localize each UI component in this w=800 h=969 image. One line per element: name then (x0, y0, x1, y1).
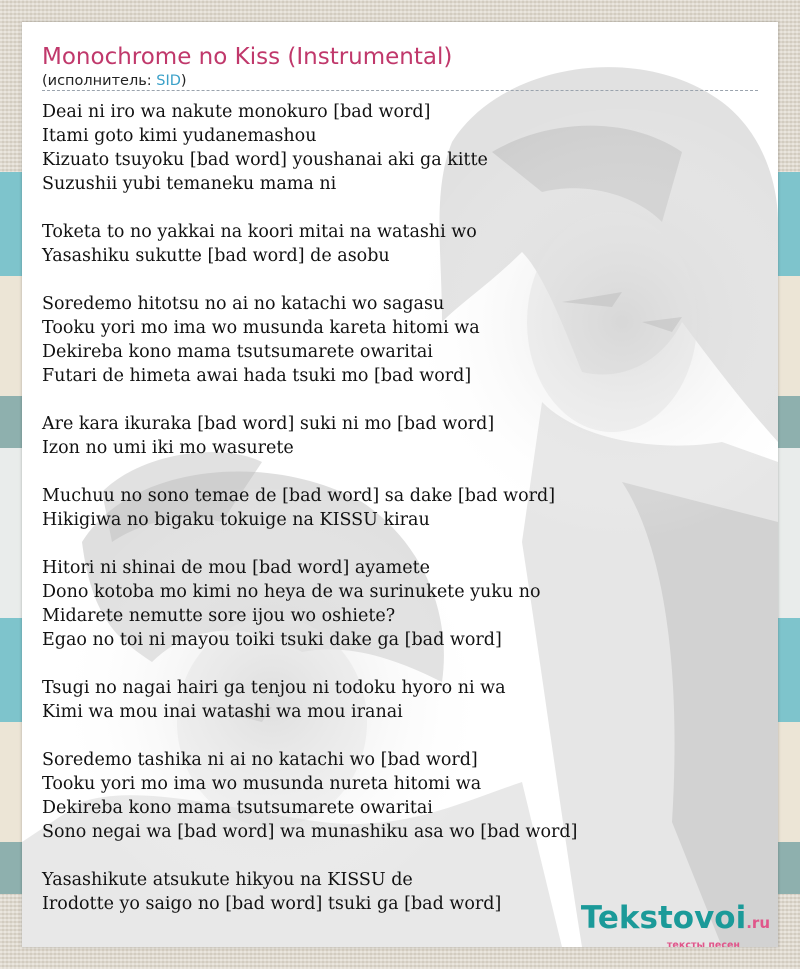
lyric-line: Egao no toi ni mayou toiki tsuki dake ga [bad word] (42, 630, 502, 650)
lyric-line: Hitori ni shinai de mou [bad word] ayamete (42, 558, 430, 578)
song-title: Monochrome no Kiss (Instrumental) (42, 44, 453, 70)
byline-prefix: (исполнитель: (42, 73, 157, 89)
lyrics-stanza (42, 748, 758, 844)
lyrics-stanza (42, 484, 758, 532)
site-logo[interactable] (560, 901, 770, 947)
artist-link[interactable]: SID (156, 73, 181, 89)
logo-tld: .ru (746, 914, 770, 932)
lyric-line: Futari de himeta awai hada tsuki mo [bad word] (42, 366, 472, 386)
lyric-line: Kimi wa mou inai watashi wa mou iranai (42, 702, 403, 722)
lyric-line: Toketa to no yakkai na koori mitai na watashi wo (42, 222, 477, 242)
lyrics-card (22, 22, 778, 947)
lyrics-stanza (42, 412, 758, 460)
lyric-line: Are kara ikuraka [bad word] suki ni mo [bad word] (42, 414, 495, 434)
lyric-line: Dono kotoba mo kimi no heya de wa surinukete yuku no (42, 582, 541, 602)
lyric-line: Tooku yori mo ima wo musunda kareta hitomi wa (42, 318, 480, 338)
lyrics-stanza (42, 292, 758, 388)
lyric-line: Dekireba kono mama tsutsumarete owaritai (42, 798, 433, 818)
lyric-line: Deai ni iro wa nakute monokuro [bad word] (42, 102, 431, 122)
lyrics-stanza (42, 100, 758, 196)
artist-byline (42, 72, 758, 90)
lyric-line: Muchuu no sono temae de [bad word] sa dake [bad word] (42, 486, 556, 506)
lyric-line: Itami goto kimi yudanemashou (42, 126, 317, 146)
lyric-line: Sono negai wa [bad word] wa munashiku asa wo [bad word] (42, 822, 578, 842)
lyrics-stanza (42, 556, 758, 652)
lyric-line: Irodotte yo saigo no [bad word] tsuki ga [bad word] (42, 894, 502, 914)
lyric-line: Soredemo tashika ni ai no katachi wo [bad word] (42, 750, 478, 770)
byline-suffix: ) (180, 73, 187, 89)
lyrics-stanza (42, 220, 758, 268)
lyric-line: Kizuato tsuyoku [bad word] youshanai aki ga kitte (42, 150, 488, 170)
lyric-line: Dekireba kono mama tsutsumarete owaritai (42, 342, 433, 362)
lyrics-stanza (42, 676, 758, 724)
header-divider (42, 90, 758, 91)
logo-tagline: тексты песен (666, 940, 740, 947)
lyric-line: Soredemo hitotsu no ai no katachi wo sagasu (42, 294, 445, 314)
lyric-line: Izon no umi iki mo wasurete (42, 438, 294, 458)
lyric-line: Midarete nemutte sore ijou wo oshiete? (42, 606, 396, 626)
lyric-line: Yasashikute atsukute hikyou na KISSU de (42, 870, 413, 890)
lyric-line: Yasashiku sukutte [bad word] de asobu (42, 246, 390, 266)
lyric-line: Tooku yori mo ima wo musunda nureta hitomi wa (42, 774, 482, 794)
lyric-line: Suzushii yubi temaneku mama ni (42, 174, 337, 194)
logo-name: Tekstovoi (580, 900, 747, 936)
song-header (42, 42, 758, 90)
lyric-line: Hikigiwa no bigaku tokuige na KISSU kirau (42, 510, 430, 530)
lyrics-body (42, 100, 758, 940)
lyric-line: Tsugi no nagai hairi ga tenjou ni todoku hyoro ni wa (42, 678, 506, 698)
